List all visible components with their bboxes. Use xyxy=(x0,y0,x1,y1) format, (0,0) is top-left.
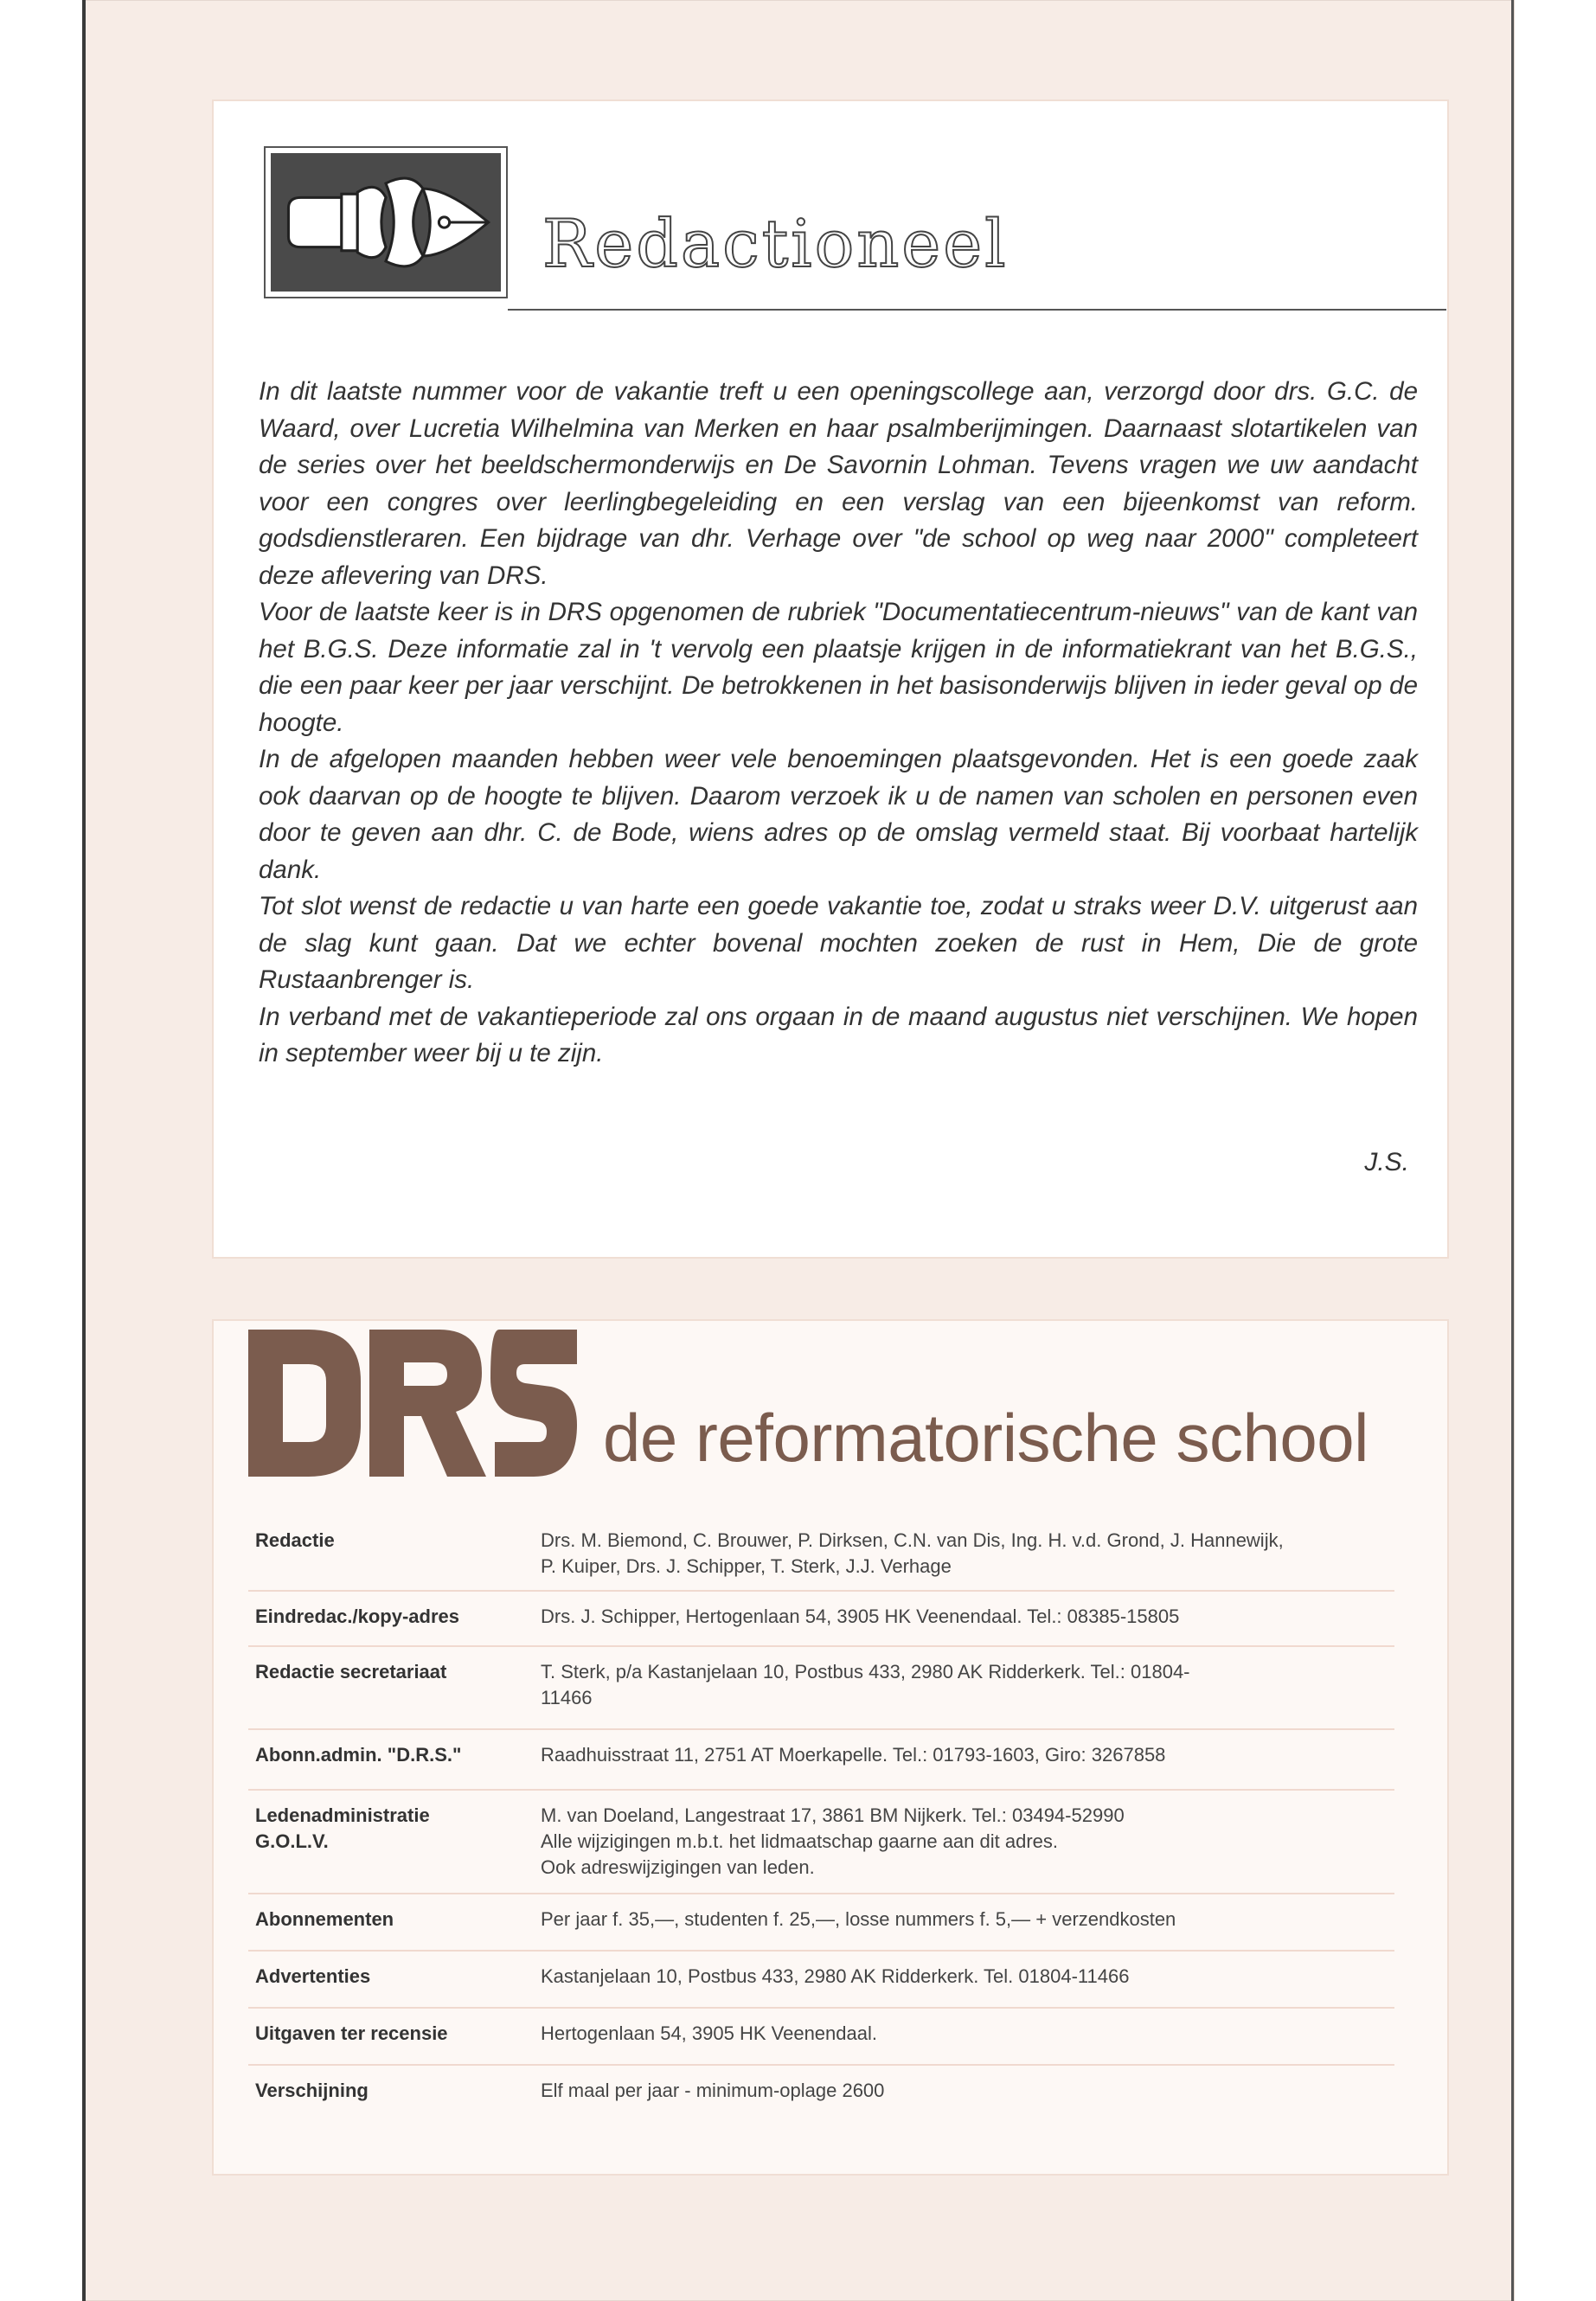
editorial-paragraph: Voor de laatste keer is in DRS opgenomen de rubriek "Documentatiecentrum-nieuws" van de kant van het B.G.S. Deze informatie zal in 't vervolg een plaatsje krijgen in de informatiekrant van het B.G.S., die een paar keer per jaar verschijnt. De betrokkenen in het basisonderwijs blijven in ieder geval op de hoogte. xyxy=(259,598,1418,737)
row-label: Ledenadministratie G.O.L.V. xyxy=(255,1804,430,1852)
page-left-edge xyxy=(82,0,86,2301)
row-value xyxy=(541,1742,1394,1789)
table-row xyxy=(248,1592,1394,1647)
value-line: Elf maal per jaar - minimum-oplage 2600 xyxy=(541,2080,885,2101)
editorial-paragraph: In de afgelopen maanden hebben weer vele benoemingen plaatsgevonden. Het is een goede zaak ook daarvan op de hoogte te blijven. Daarom verzoek ik u de namen van scholen en personen even door te geven aan dhr. C. de Bode, wiens adres op de omslag vermeld staat. Bij voorbaat hartelijk dank. xyxy=(259,745,1418,884)
editorial-emblem xyxy=(264,146,508,298)
value-line: Drs. J. Schipper, Hertogenlaan 54, 3905 HK Veenendaal. Tel.: 08385-15805 xyxy=(541,1606,1180,1627)
editorial-paragraph: In verband met de vakantieperiode zal ons orgaan in de maand augustus niet verschijnen. We hopen in september weer bij u te zijn. xyxy=(259,1002,1418,1067)
row-value xyxy=(541,2021,1394,2064)
value-line: Per jaar f. 35,—, studenten f. 25,—, losse nummers f. 5,— + verzendkosten xyxy=(541,1908,1176,1930)
row-label: Redactie secretariaat xyxy=(255,1661,447,1682)
fountain-pen-nib-icon xyxy=(271,153,501,292)
table-row xyxy=(248,1791,1394,1894)
row-label: Abonn.admin. "D.R.S." xyxy=(255,1744,462,1766)
table-row xyxy=(248,2066,1394,2118)
colophon-table xyxy=(248,1516,1394,2118)
page-right-edge xyxy=(1511,0,1514,2301)
editorial-body xyxy=(259,374,1418,1073)
row-value xyxy=(541,1907,1394,1950)
value-line: P. Kuiper, Drs. J. Schipper, T. Sterk, J.J. Verhage xyxy=(541,1555,952,1577)
row-value xyxy=(541,1528,1394,1590)
row-label: Redactie xyxy=(255,1529,335,1551)
row-label: Uitgaven ter recensie xyxy=(255,2022,448,2044)
row-label: Abonnementen xyxy=(255,1908,394,1930)
row-label: Verschijning xyxy=(255,2080,369,2101)
row-value xyxy=(541,1604,1394,1645)
editorial-paragraph: Tot slot wenst de redactie u van harte een goede vakantie toe, zodat u straks weer D.V. uitgerust aan de slag kunt gaan. Dat we echter bovenal mochten zoeken de rust in Hem, Die de grote Rustaanbrenger is. xyxy=(259,892,1418,994)
masthead-tagline: de reformatorische school xyxy=(603,1400,1368,1476)
row-label: Advertenties xyxy=(255,1965,371,1987)
title-divider xyxy=(508,309,1446,311)
row-value xyxy=(541,2078,1394,2118)
value-line: M. van Doeland, Langestraat 17, 3861 BM Nijkerk. Tel.: 03494-52990 xyxy=(541,1804,1125,1826)
editorial-panel xyxy=(212,99,1449,1259)
row-value xyxy=(541,1803,1394,1893)
table-row xyxy=(248,1952,1394,2009)
table-row xyxy=(248,1516,1394,1592)
value-line: Kastanjelaan 10, Postbus 433, 2980 AK Ridderkerk. Tel. 01804-11466 xyxy=(541,1965,1130,1987)
value-line: Raadhuisstraat 11, 2751 AT Moerkapelle. Tel.: 01793-1603, Giro: 3267858 xyxy=(541,1744,1166,1766)
editorial-paragraph: In dit laatste nummer voor de vakantie treft u een openingscollege aan, verzorgd door drs. G.C. de Waard, over Lucretia Wilhelmina van Merken en haar psalmberijmingen. Daarnaast slotartikelen van de series over het beeldschermonderwijs en De Savornin Lohman. Tevens vragen we uw aandacht voor een congres over leerlingbegeleiding en een verslag van een bijeenkomst van reform. godsdienstleraren. Een bijdrage van dhr. Verhage over "de school op weg naar 2000" completeert deze aflevering van DRS. xyxy=(259,377,1418,590)
value-line: Drs. M. Biemond, C. Brouwer, P. Dirksen, C.N. van Dis, Ing. H. v.d. Grond, J. Hannewijk, xyxy=(541,1529,1284,1551)
row-value xyxy=(541,1964,1394,2007)
value-line: Hertogenlaan 54, 3905 HK Veenendaal. xyxy=(541,2022,877,2044)
masthead-panel xyxy=(212,1319,1449,2176)
table-row xyxy=(248,1730,1394,1791)
table-row xyxy=(248,1647,1394,1730)
value-line: Ook adreswijzigingen van leden. xyxy=(541,1856,815,1878)
row-label: Eindredac./kopy-adres xyxy=(255,1606,459,1627)
table-row xyxy=(248,2009,1394,2066)
table-row xyxy=(248,1894,1394,1952)
drs-logo xyxy=(248,1330,577,1477)
value-line: 11466 xyxy=(541,1687,593,1708)
row-value xyxy=(541,1659,1394,1728)
editorial-title: Redactioneel xyxy=(542,205,1009,282)
value-line: Alle wijzigingen m.b.t. het lidmaatschap gaarne aan dit adres. xyxy=(541,1830,1059,1852)
editorial-signature: J.S. xyxy=(1364,1148,1409,1176)
value-line: T. Sterk, p/a Kastanjelaan 10, Postbus 433, 2980 AK Ridderkerk. Tel.: 01804- xyxy=(541,1661,1190,1682)
